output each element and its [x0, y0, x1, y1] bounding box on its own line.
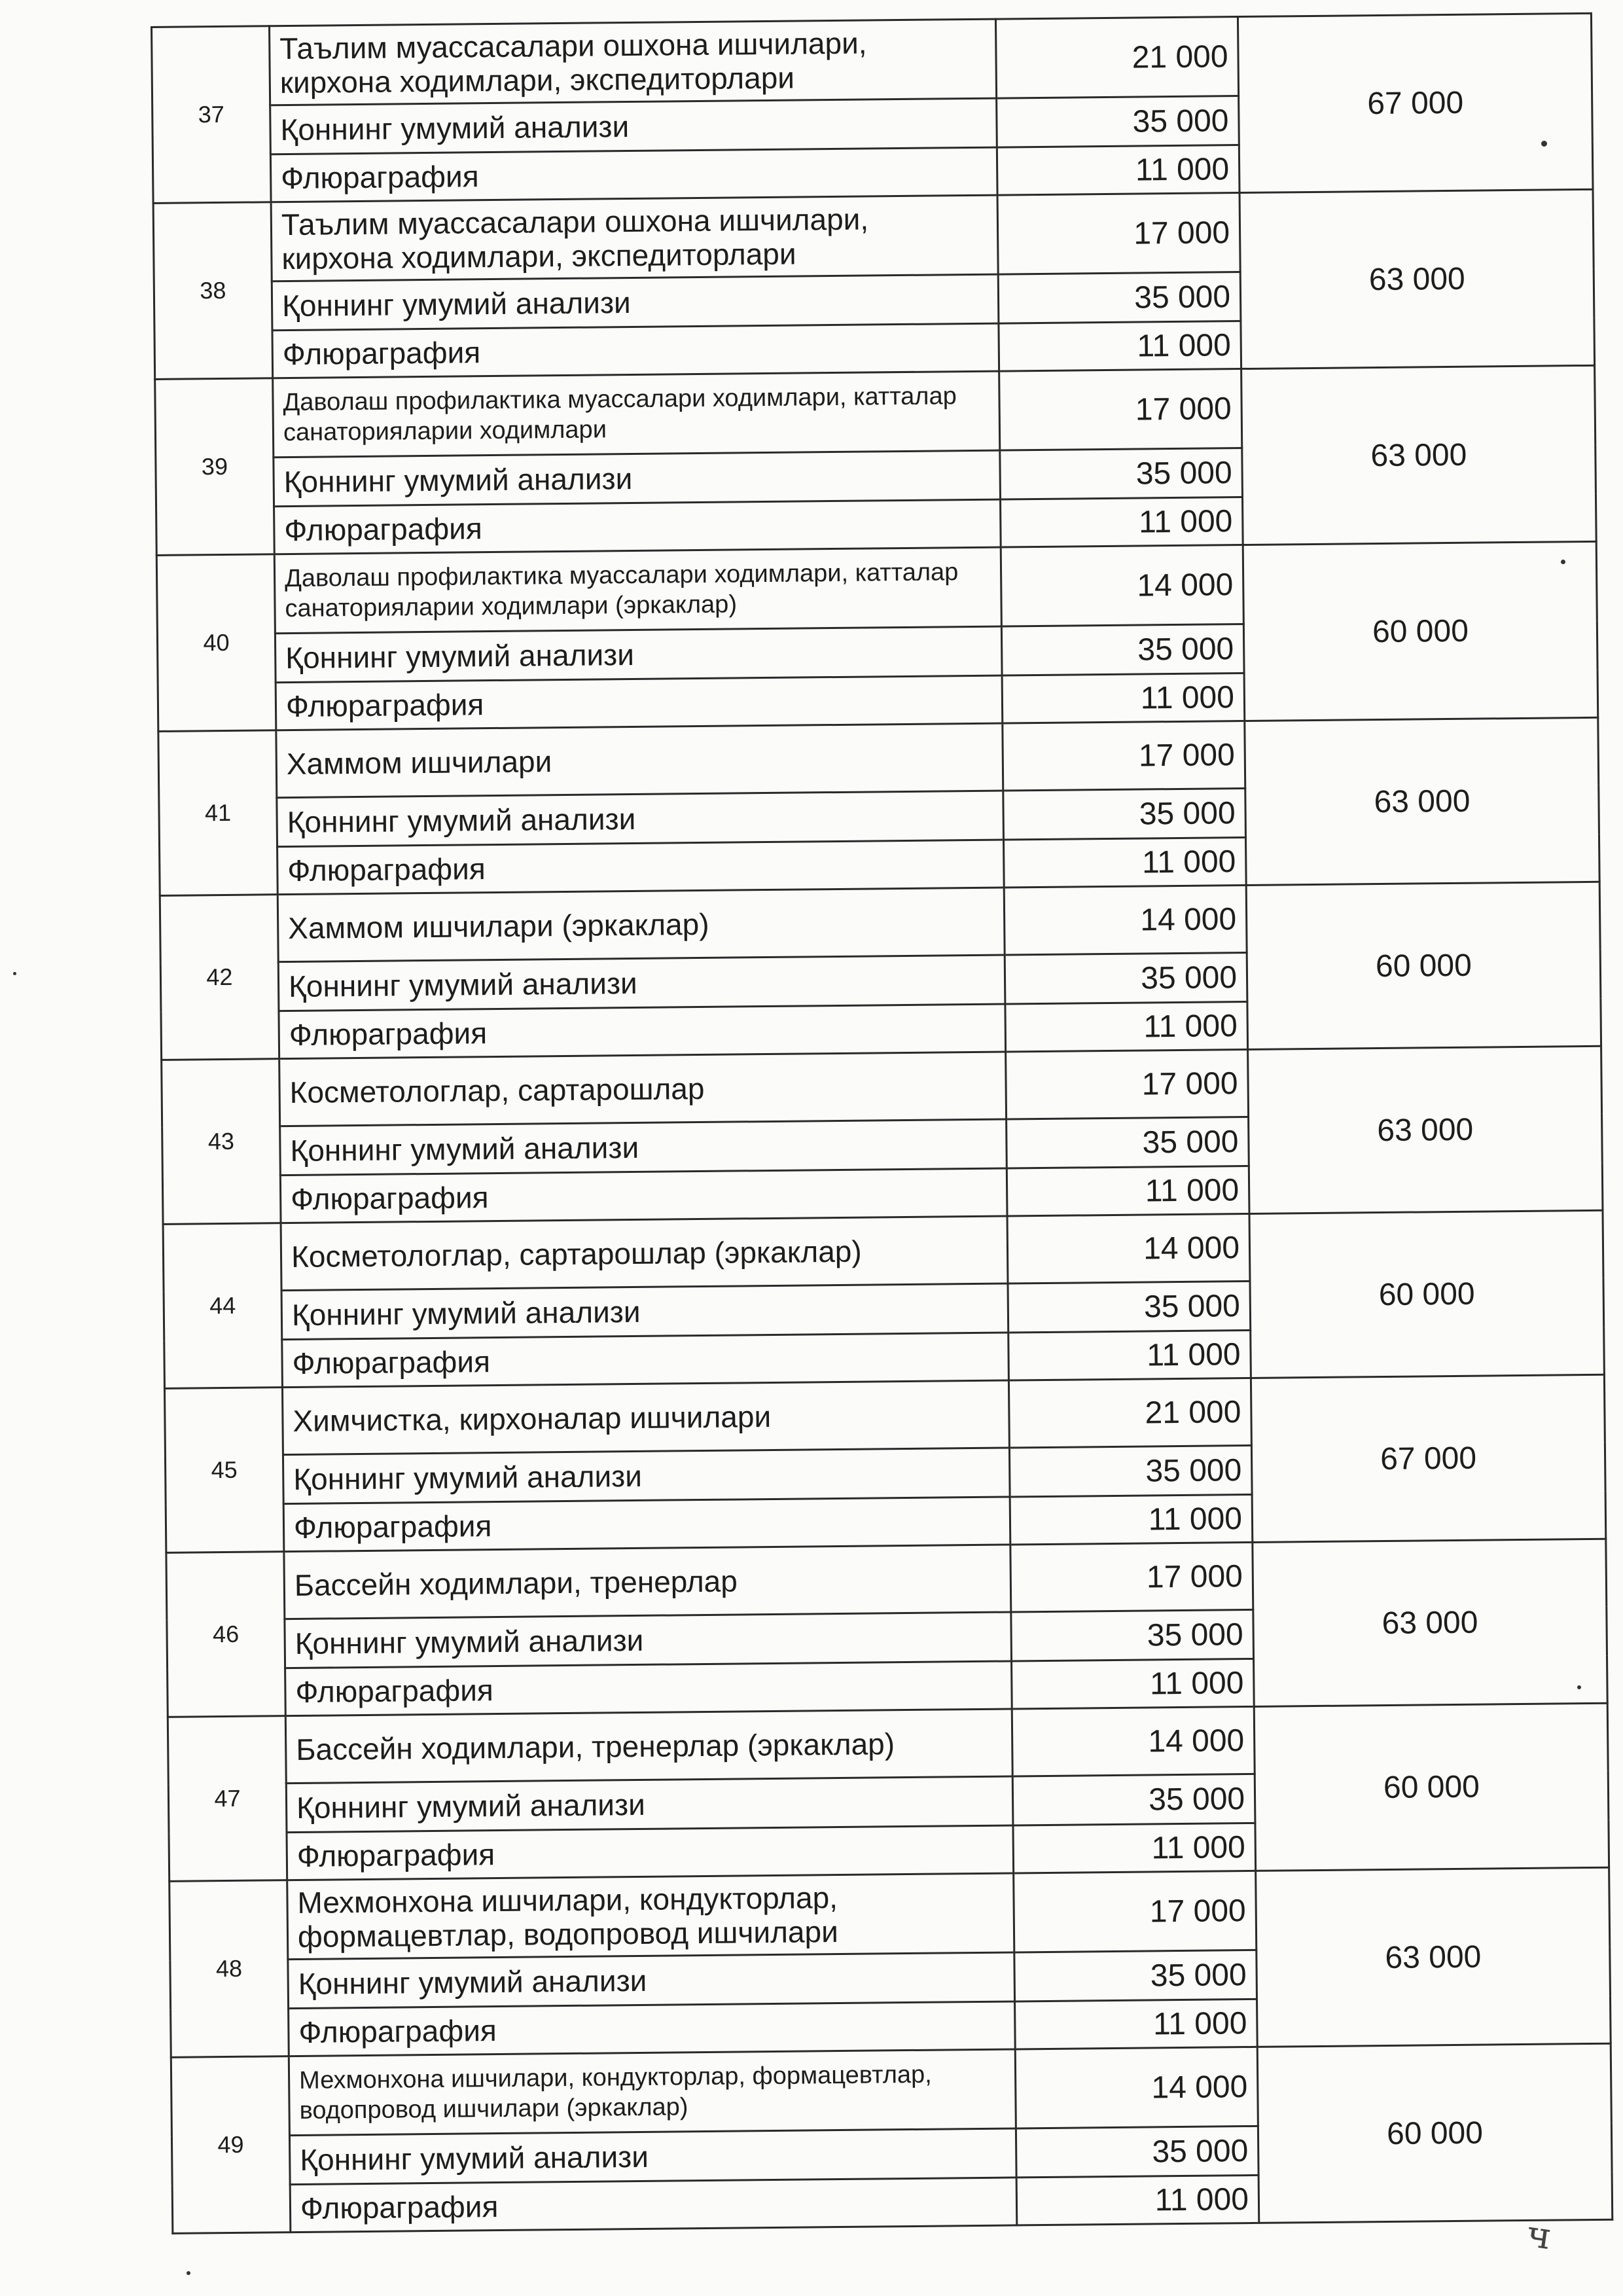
category-price: 17 000 — [1006, 1049, 1249, 1119]
blood-test-name: Қоннинг умумий анализи — [289, 2128, 1016, 2185]
total-price: 60 000 — [1246, 882, 1601, 1049]
row-number: 42 — [160, 895, 279, 1060]
blood-test-name: Қоннинг умумий анализи — [283, 1448, 1010, 1504]
row-number: 40 — [156, 554, 276, 732]
category-name: Даволаш профилактика муассалари ходимлари, катталар санаторияларии ходимлари — [273, 371, 1000, 457]
category-name: Косметологлар, сартарошлар — [279, 1052, 1007, 1126]
blood-test-name: Қоннинг умумий анализи — [281, 1283, 1008, 1340]
blood-test-name: Қоннинг умумий анализи — [275, 626, 1002, 683]
row-number: 39 — [155, 378, 275, 556]
table-row — [166, 1539, 1607, 1620]
category-name: Таълим муассасалари ошхона ишчилари, кирхона ходимлари, экспедиторлари — [271, 195, 998, 281]
fluorography-name: Флюраграфия — [285, 1661, 1012, 1716]
category-price: 14 000 — [1015, 2047, 1258, 2128]
fluorography-price: 11 000 — [1013, 1823, 1256, 1873]
row-number: 46 — [166, 1552, 285, 1717]
table-row — [160, 882, 1600, 963]
price-table-wrapper — [151, 12, 1611, 2234]
category-price: 14 000 — [1007, 1213, 1250, 1283]
blood-test-price: 35 000 — [997, 96, 1240, 148]
total-price: 67 000 — [1238, 13, 1593, 192]
category-name: Бассейн ходимлари, тренерлар (эркаклар) — [285, 1709, 1012, 1784]
category-name: Химчистка, кирхоналар ишчилари — [282, 1380, 1009, 1455]
scan-speck — [187, 2271, 190, 2275]
fluorography-name: Флюраграфия — [277, 840, 1005, 895]
table-row — [168, 1703, 1608, 1784]
total-price: 60 000 — [1254, 1703, 1609, 1871]
fluorography-name: Флюраграфия — [289, 2001, 1016, 2056]
blood-test-name: Қоннинг умумий анализи — [280, 1119, 1007, 1175]
page-mark: ч — [1524, 2212, 1554, 2259]
fluorography-price: 11 000 — [1001, 497, 1243, 548]
category-price: 14 000 — [1004, 885, 1247, 955]
fluorography-price: 11 000 — [1008, 1330, 1251, 1380]
table-row — [169, 1867, 1610, 1960]
blood-test-price: 35 000 — [1014, 1950, 1257, 2001]
table-row — [152, 13, 1592, 106]
fluorography-name: Флюраграфия — [276, 675, 1003, 730]
scan-speck — [1577, 1685, 1581, 1689]
category-name: Косметологлар, сартарошлар (эркаклар) — [281, 1216, 1008, 1291]
row-number: 38 — [153, 202, 273, 380]
category-price: 17 000 — [1003, 721, 1245, 791]
row-number: 47 — [168, 1716, 287, 1882]
blood-test-price: 35 000 — [1011, 1609, 1254, 1661]
category-name: Хаммом ишчилари — [276, 723, 1003, 798]
total-price: 63 000 — [1241, 365, 1597, 545]
fluorography-price: 11 000 — [1012, 1659, 1255, 1709]
table-row — [158, 717, 1599, 798]
blood-test-name: Қоннинг умумий анализи — [270, 98, 997, 154]
total-price: 63 000 — [1253, 1539, 1607, 1706]
category-name: Даволаш профилактика муассалари ходимлари, катталар санаторияларии ходимлари (эркаклар) — [274, 547, 1001, 634]
fluorography-name: Флюраграфия — [283, 1497, 1010, 1552]
blood-test-name: Қоннинг умумий анализи — [286, 1776, 1013, 1833]
total-price: 63 000 — [1245, 717, 1599, 885]
category-name: Мехмонхона ишчилари, кондукторлар, формацевтлар, водопровод ишчилари — [287, 1873, 1014, 1960]
blood-test-price: 35 000 — [1003, 788, 1246, 840]
blood-test-price: 35 000 — [1008, 1281, 1251, 1333]
fluorography-price: 11 000 — [1003, 837, 1246, 888]
category-name: Мехмонхона ишчилари, кондукторлар, формацевтлар, водопровод ишчилари (эркаклар) — [289, 2049, 1016, 2136]
table-row — [153, 189, 1594, 282]
scan-speck — [13, 972, 16, 975]
table-row — [156, 541, 1597, 634]
total-price: 60 000 — [1257, 2043, 1613, 2223]
table-row — [171, 2043, 1611, 2136]
fluorography-price: 11 000 — [997, 145, 1240, 196]
scan-speck — [1561, 560, 1565, 564]
blood-test-price: 35 000 — [1016, 2126, 1258, 2178]
row-number: 41 — [158, 730, 277, 896]
total-price: 60 000 — [1249, 1210, 1604, 1378]
total-price: 60 000 — [1243, 541, 1598, 721]
table-row — [155, 365, 1596, 458]
fluorography-price: 11 000 — [1005, 1001, 1248, 1052]
category-price: 17 000 — [999, 369, 1242, 451]
total-price: 63 000 — [1248, 1046, 1603, 1213]
blood-test-price: 35 000 — [1001, 624, 1244, 676]
row-number: 37 — [152, 26, 272, 204]
blood-test-price: 35 000 — [1000, 448, 1243, 500]
category-price: 21 000 — [995, 17, 1238, 99]
blood-test-name: Қоннинг умумий анализи — [285, 1612, 1012, 1668]
fluorography-name: Флюраграфия — [272, 323, 999, 378]
fluorography-price: 11 000 — [1016, 2175, 1259, 2225]
blood-test-name: Қоннинг умумий анализи — [274, 450, 1001, 507]
category-name: Таълим муассасалари ошхона ишчилари, кирхона ходимлари, экспедиторлари — [270, 19, 997, 105]
category-price: 17 000 — [1010, 1542, 1253, 1612]
fluorography-price: 11 000 — [1002, 673, 1245, 724]
blood-test-price: 35 000 — [998, 272, 1241, 324]
table-row — [163, 1210, 1603, 1291]
total-price: 63 000 — [1256, 1867, 1611, 2047]
blood-test-price: 35 000 — [1009, 1445, 1252, 1497]
row-number: 45 — [164, 1388, 283, 1553]
blood-test-price: 35 000 — [1007, 1117, 1249, 1168]
total-price: 67 000 — [1251, 1374, 1605, 1542]
fluorography-name: Флюраграфия — [279, 1004, 1006, 1059]
blood-test-name: Қоннинг умумий анализи — [277, 791, 1004, 847]
category-price: 14 000 — [1001, 545, 1243, 627]
fluorography-name: Флюраграфия — [287, 1825, 1014, 1880]
blood-test-name: Қоннинг умумий анализи — [272, 274, 999, 331]
category-price: 17 000 — [1014, 1871, 1257, 1952]
fluorography-price: 11 000 — [1007, 1166, 1249, 1216]
row-number: 44 — [163, 1223, 282, 1389]
blood-test-price: 35 000 — [1005, 952, 1247, 1004]
fluorography-price: 11 000 — [1010, 1494, 1253, 1545]
fluorography-price: 11 000 — [1015, 1999, 1258, 2049]
fluorography-price: 11 000 — [999, 321, 1241, 372]
blood-test-price: 35 000 — [1012, 1774, 1255, 1825]
fluorography-name: Флюраграфия — [274, 499, 1001, 554]
category-price: 21 000 — [1008, 1378, 1251, 1448]
category-name: Хаммом ишчилари (эркаклар) — [277, 888, 1005, 962]
category-name: Бассейн ходимлари, тренерлар — [284, 1545, 1011, 1619]
price-table — [151, 12, 1613, 2234]
price-table-body — [152, 13, 1613, 2233]
table-row — [162, 1046, 1602, 1127]
fluorography-name: Флюраграфия — [270, 147, 997, 202]
scan-speck — [1541, 141, 1547, 147]
row-number: 49 — [171, 2056, 291, 2234]
blood-test-name: Қоннинг умумий анализи — [288, 1952, 1015, 2009]
fluorography-name: Флюраграфия — [282, 1333, 1009, 1388]
fluorography-name: Флюраграфия — [280, 1168, 1007, 1223]
category-price: 14 000 — [1012, 1706, 1255, 1776]
blood-test-name: Қоннинг умумий анализи — [278, 955, 1005, 1011]
fluorography-name: Флюраграфия — [290, 2178, 1017, 2233]
table-row — [164, 1374, 1605, 1456]
row-number: 43 — [162, 1059, 281, 1225]
total-price: 63 000 — [1240, 189, 1595, 368]
category-price: 17 000 — [997, 193, 1240, 275]
row-number: 48 — [169, 1880, 289, 2058]
